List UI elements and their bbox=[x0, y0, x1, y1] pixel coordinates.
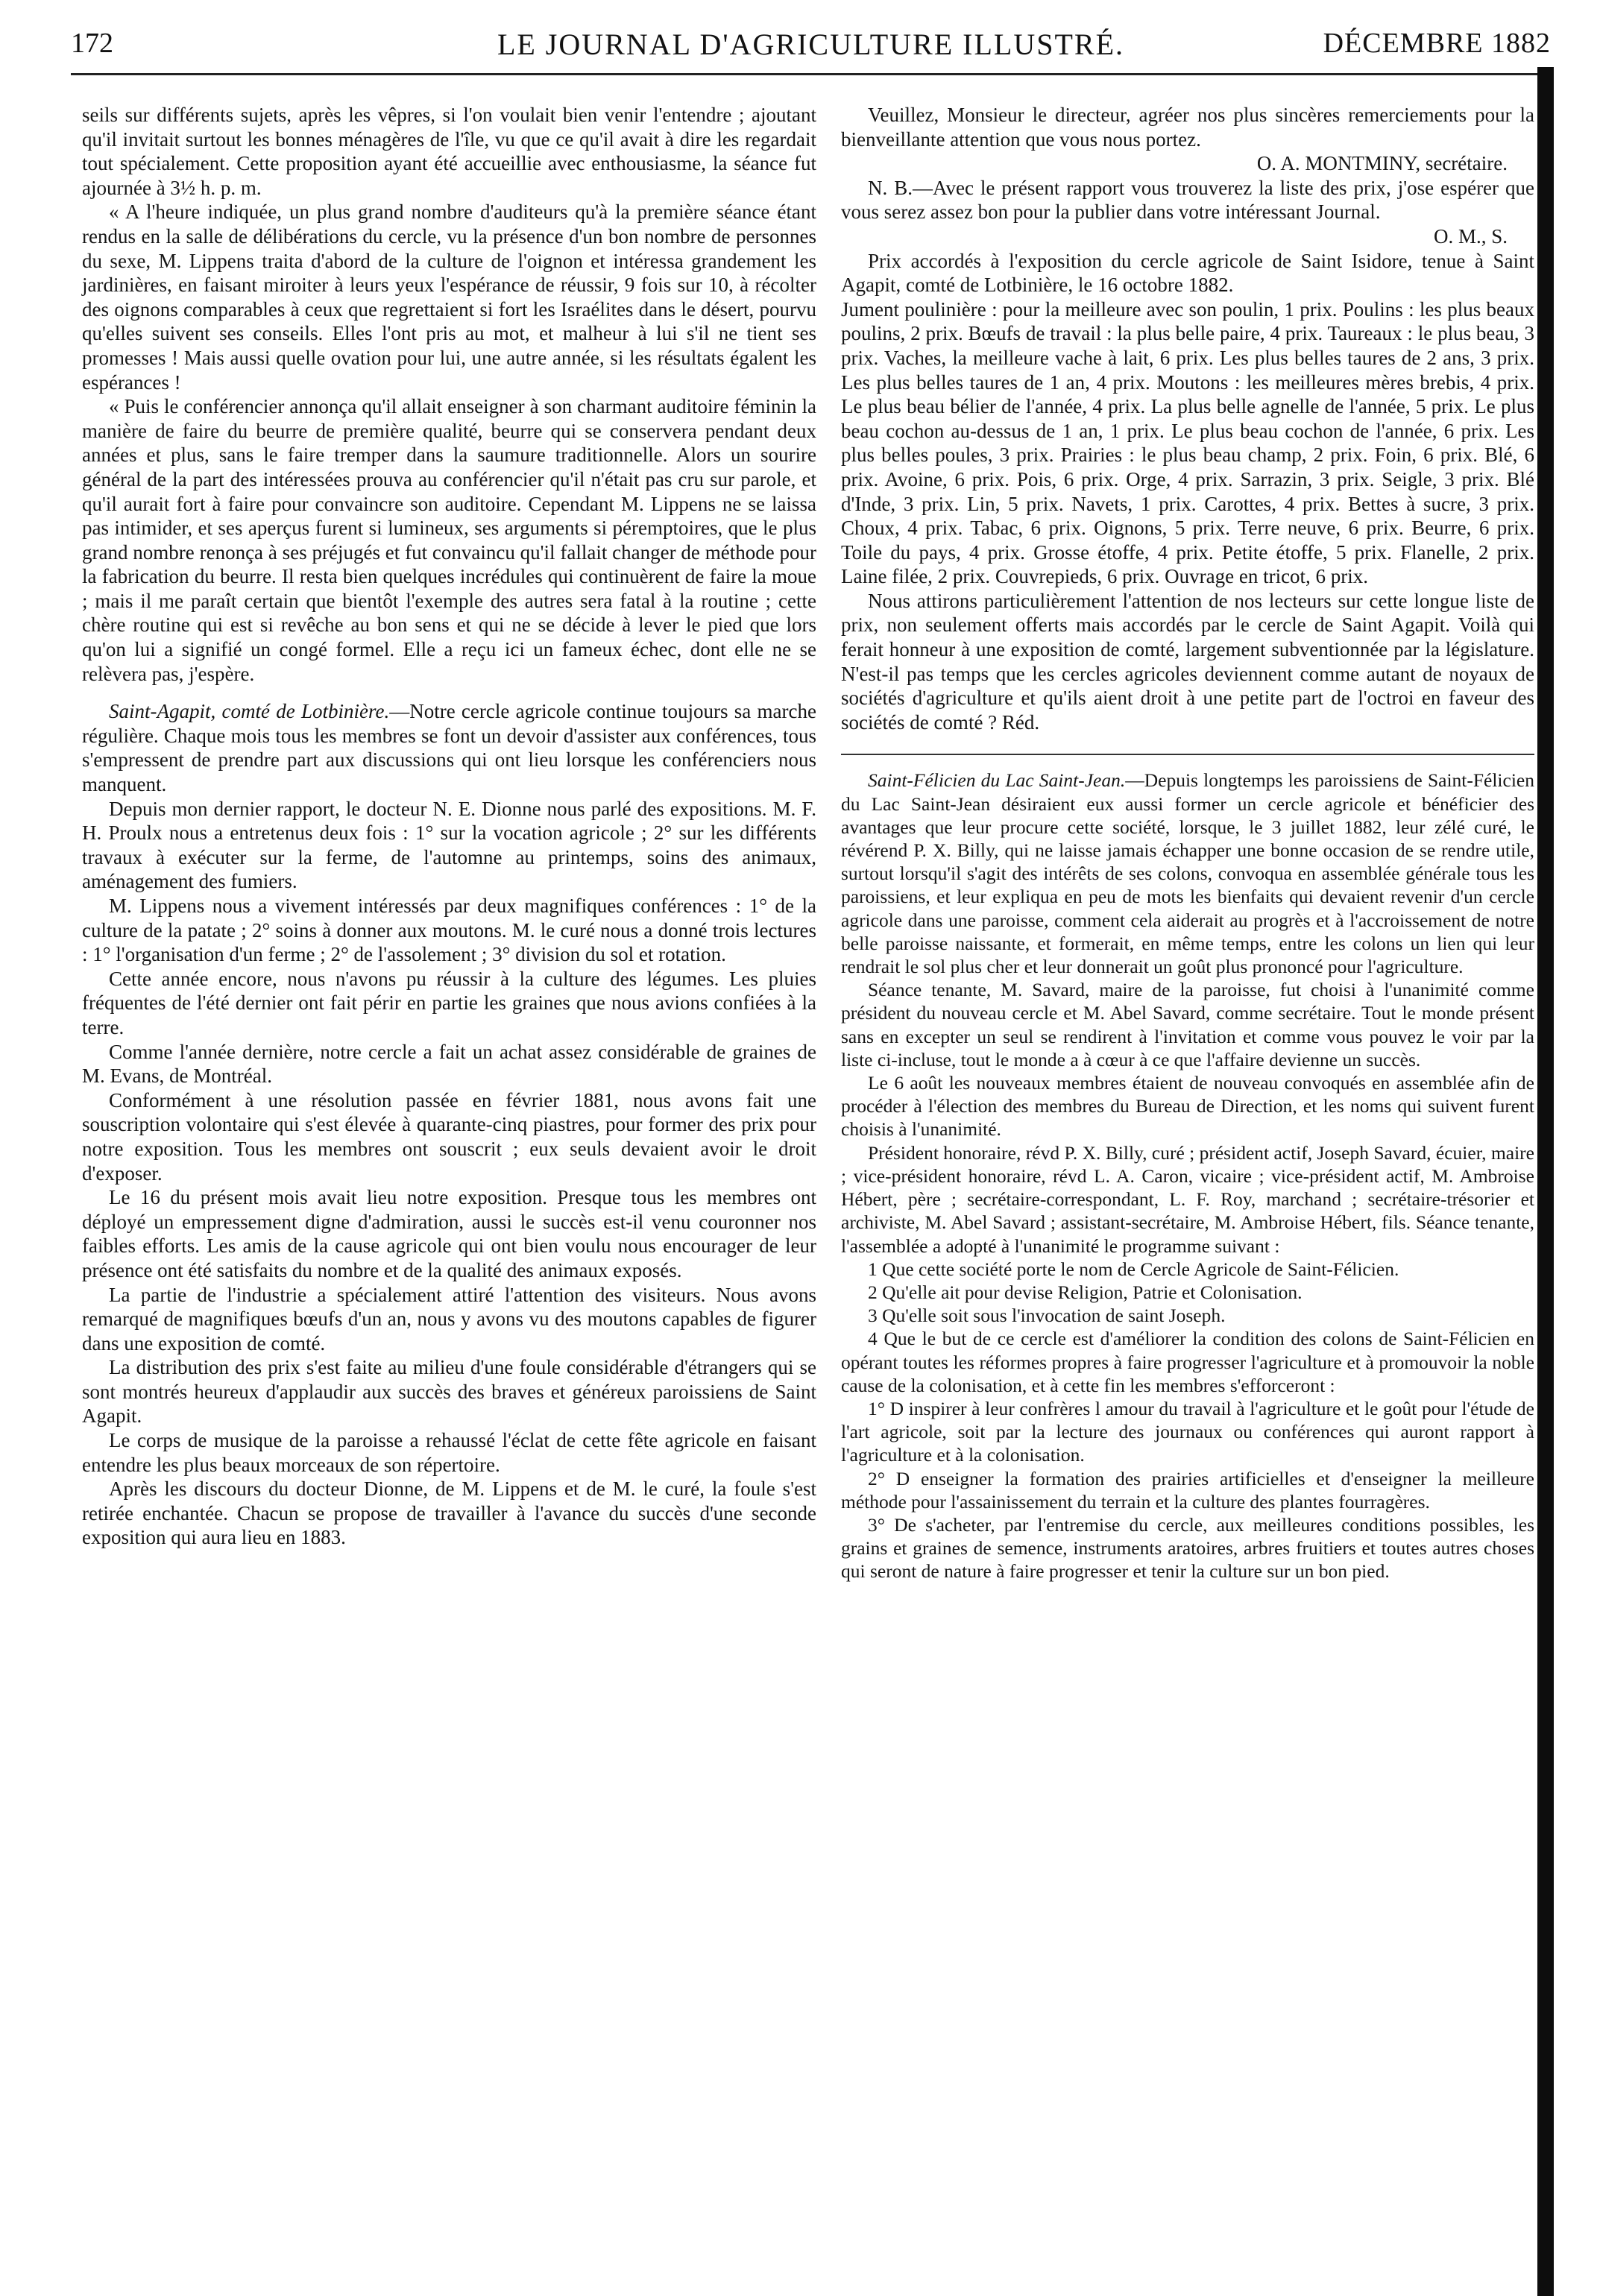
prize-list-text: Jument poulinière : pour la meilleure avec son poulin, 1 prix. Poulins : les plus beaux poulins, 2 prix. Bœufs de travail : la plus belle paire, 4 prix. Taureaux : le plus beau, 3 prix. Vaches, la meilleure vache à lait, 6 prix. Les plus belles taures de 2 ans, 3 prix. Les plus belles taures de 1 an, 4 prix. Moutons : les meilleures mères brebis, 4 prix. Le plus beau bélier de l'année, 4 prix. La plus belle agnelle de l'année, 5 prix. Le plus beau cochon au-dessus de 1 an, 1 prix. Le plus beau cochon de l'année, 6 prix. Les plus belles poules, 3 prix. Prairies : le plus beau champ, 2 prix. Foin, 6 prix. Blé, 6 prix. Avoine, 6 prix. Pois, 6 prix. Orge, 4 prix. Sarrazin, 3 prix. Seigle, 3 prix. Blé d'Inde, 3 prix. Lin, 5 prix. Navets, 1 prix. Carottes, 4 prix. Bettes à sucre, 3 prix. Choux, 4 prix. Tabac, 6 prix. Oignons, 5 prix. Terre neuve, 6 prix. Beurre, 6 prix. Toile du pays, 4 prix. Grosse étoffe, 4 prix. Petite étoffe, 5 prix. Flanelle, 2 prix. Laine filée, 2 prix. Couvrepieds, 6 prix. Ouvrage en tricot, 6 prix. bbox=[841, 297, 1534, 588]
signature: O. M., S. bbox=[1433, 224, 1508, 247]
resolution-item: 2 Qu'elle ait pour devise Religion, Patrie et Colonisation. bbox=[868, 1281, 1303, 1303]
paragraph: Cette année encore, nous n'avons pu réussir à la culture des légumes. Les pluies fréquentes de l'été dernier ont fait périr en partie les graines que nous avions confiées à la terre. bbox=[82, 967, 816, 1038]
paragraph: N. B.—Avec le présent rapport vous trouverez la liste des prix, j'ose espérer que vous serez assez bon pour la publier dans votre intéressant Journal. bbox=[841, 176, 1534, 224]
section-paragraph bbox=[82, 699, 816, 796]
section-text: —Depuis longtemps les paroissiens de Saint-Félicien du Lac Saint-Jean désiraient eux aussi former un cercle agricole et bénéficier des avantages que leur procure cette société, lorsque, le 3 juillet 1882, leur zélé curé, le révérend P. X. Billy, qui ne laisse jamais échapper une bonne occasion de se rendre utile, surtout lorsqu'il s'agit des intérêts de ses colons, convoqua en assemblée générale tous les paroissiens, et leur expliqua en peu de mots les bienfaits qui devaient revenir d'un cercle agricole dans une paroisse, comment cela aiderait au progrès et à l'accroissement de notre belle paroisse naissante, et formerait, en même temps, entre les colons un lien qui leur rendrait le sol plus cher et leur donnerait un goût plus prononcé pour l'agriculture. bbox=[841, 769, 1534, 978]
resolution-item: 3 Qu'elle soit sous l'invocation de saint Joseph. bbox=[868, 1305, 1226, 1327]
resolution-item: 2° D enseigner la formation des prairies artificielles et d'enseigner la meilleure méthode pour l'assainissement du terrain et la culture des plantes fourragères. bbox=[841, 1467, 1534, 1513]
paragraph: M. Lippens nous a vivement intéressés par deux magnifiques conférences : 1° de la culture de la patate ; 2° soins à donner aux moutons. M. le curé nous a donné trois lectures : 1° l'organisation d'un ferme ; 2° de l'assolement ; 3° division du sol et rotation. bbox=[82, 895, 816, 966]
paragraph: Veuillez, Monsieur le directeur, agréer nos plus sincères remerciements pour la bienveillante attention que vous nous portez. bbox=[841, 104, 1534, 151]
paragraph: Conformément à une résolution passée en février 1881, nous avons fait une souscription volontaire qui s'est élevée à quarante-cinq piastres, pour former des prix pour notre exposition. Tous les membres ont souscrit ; eux seuls devaient avoir le droit d'exposer. bbox=[82, 1088, 816, 1185]
section-gap bbox=[82, 686, 816, 699]
paragraph: seils sur différents sujets, après les vêpres, si l'on voulait bien venir l'entendre ; ajoutant qu'il invitait surtout les bonnes ménagères de l'île, vu que ce qu'il avait à dire les regardait tout spécialement. Cette proposition ayant été accueillie avec enthousiasme, la séance fut ajournée à 3½ h. p. m. bbox=[82, 104, 816, 199]
resolution-item: 1° D inspirer à leur confrères l amour du travail à l'agriculture et le goût pour l'étude de l'art agricole, soit par la lecture des journaux ou conférences qui auront rapport à l'agriculture et à la colonisation. bbox=[841, 1397, 1534, 1466]
paragraph: Le corps de musique de la paroisse a rehaussé l'éclat de cette fête agricole en faisant entendre les plus beaux morceaux de son répertoire. bbox=[82, 1429, 816, 1476]
paragraph: Depuis mon dernier rapport, le docteur N. E. Dionne nous parlé des expositions. M. F. H. Proulx nous a entretenus deux fois : 1° sur la vocation agricole ; 2° sur les différents travaux à exécuter sur la ferme, de l'automne au printemps, soins des animaux, aménagement des fumiers. bbox=[82, 797, 816, 893]
paragraph: « Puis le conférencier annonça qu'il allait enseigner à son charmant auditoire féminin la manière de faire du beurre de première qualité, beurre qui se conservera pendant deux années et plus, sans le faire tremper dans la saumure traditionnelle. Alors un sourire général de la part des intéressées prouva au conférencier qu'il n'était pas cru sur parole, et qu'il aurait fort à faire pour convaincre son auditoire. Cependant M. Lippens ne se laissa pas intimider, et ses aperçus furent si lumineux, ses arguments si péremptoires, que le plus grand nombre renonça à ses préjugés et fut convaincu qu'il fallait changer de méthode pour la fabrication du beurre. Il resta bien quelques incrédules qui continuèrent de faire la moue ; mais il me paraît certain que bientôt l'exemple des autres sera fatal à la routine ; cette chère routine qui est si revêche au bon sens et qui ne se décide à lever le pied que lors qu'on lui a signifié un congé formel. Elle a reçu ici un fameux échec, dont elle ne se relèvera pas, j'espère. bbox=[82, 395, 816, 685]
page-header bbox=[71, 21, 1551, 66]
journal-title: LE JOURNAL D'AGRICULTURE ILLUSTRÉ. bbox=[497, 28, 1125, 61]
signature: O. A. MONTMINY, secrétaire. bbox=[1256, 152, 1508, 175]
section-rule bbox=[841, 754, 1534, 755]
left-column bbox=[82, 103, 816, 1550]
paragraph: La distribution des prix s'est faite au milieu d'une foule considérable d'étrangers qui se sont montrés heureux d'applaudir aux succès des braves et généreux paroissiens de Saint Agapit. bbox=[82, 1356, 816, 1428]
section-heading: Saint-Agapit, comté de Lotbinière. bbox=[109, 700, 390, 723]
prize-list bbox=[841, 297, 1534, 589]
paragraph: Président honoraire, révd P. X. Billy, curé ; président actif, Joseph Savard, écuier, maire ; vice-président honoraire, révd L. A. Caron, vicaire ; vice-président actif, M. Ambroise Hébert, père ; secrétaire-correspondant, L. F. Roy, marchand ; secrétaire-trésorier et archiviste, M. Abel Savard ; assistant-secrétaire, M. Ambroise Hébert, fils. Séance tenante, l'assemblée a adopté à l'unanimité le programme suivant : bbox=[841, 1141, 1534, 1257]
binding-edge bbox=[1537, 67, 1554, 2296]
page-number: 172 bbox=[71, 28, 113, 59]
paragraph: La partie de l'industrie a spécialement attiré l'attention des visiteurs. Nous avons remarqué de magnifiques bœufs d'un an, nous y avons vu des moutons capables de figurer dans une exposition de comté. bbox=[82, 1283, 816, 1354]
right-column bbox=[841, 103, 1534, 1583]
issue-date: DÉCEMBRE 1882 bbox=[1323, 28, 1551, 59]
paragraph: Le 16 du présent mois avait lieu notre exposition. Presque tous les membres ont déployé un empressement digne d'admiration, aussi le succès est-il venu couronner nos faibles efforts. Les amis de la cause agricole qui ont bien voulu nous encourager de leur présence ont été satisfaits du nombre et de la qualité des animaux exposés. bbox=[82, 1186, 816, 1281]
paragraph: Comme l'année dernière, notre cercle a fait un achat assez considérable de graines de M. Evans, de Montréal. bbox=[82, 1040, 816, 1088]
paragraph: Après les discours du docteur Dionne, de M. Lippens et de M. le curé, la foule s'est retirée enchantée. Chacun se propose de travailler à l'avance du succès d'une seconde exposition qui aura lieu en 1883. bbox=[82, 1477, 816, 1549]
paragraph: Séance tenante, M. Savard, maire de la paroisse, fut choisi à l'unanimité comme président du nouveau cercle et M. Abel Savard, comme secrétaire. Tout le monde présent sans en excepter un seul se rendirent à l'invitation et comme vous pouvez le voir par la liste ci-incluse, tout le monde a à cœur à ce que l'affaire devienne un succès. bbox=[841, 979, 1534, 1070]
paragraph: « A l'heure indiquée, un plus grand nombre d'auditeurs qu'à la première séance étant rendus en la salle de délibérations du cercle, vu la présence d'un bon nombre de personnes du sexe, M. Lippens traita d'abord de la culture de l'oignon et intéressa grandement les jardinières, en faisant miroiter à leurs yeux l'espérance de réussir, 9 fois sur 10, à récolter des oignons comparables à ceux que regrettaient si fort les Israélites dans le désert, pourvu qu'elles suivent ses conseils. Elles l'ont pris au mot, et malheur à lui s'il ne tient ses promesses ! Mais aussi quelle ovation pour lui, une autre année, si les résultats égalent les espérances ! bbox=[82, 201, 816, 394]
header-rule bbox=[71, 73, 1551, 75]
dense-section bbox=[841, 769, 1534, 1583]
paragraph: Nous attirons particulièrement l'attention de nos lecteurs sur cette longue liste de prix, non seulement offerts mais accordés par le cercle de Saint Agapit. Voilà qui ferait honneur à une exposition de comté, largement subventionnée par la législature. N'est-il pas temps que les cercles agricoles deviennent comme autant de noyaux de sociétés d'agriculture et qu'ils aient droit à une petite part de l'octroi en faveur des sociétés de comté ? Réd. bbox=[841, 589, 1534, 734]
section-heading: Saint-Félicien du Lac Saint-Jean. bbox=[868, 769, 1126, 792]
resolution-item: 4 Que le but de ce cercle est d'améliorer la condition des colons de Saint-Félicien en opérant toutes les réformes propres à faire progresser l'agriculture et à promouvoir la noble cause de la colonisation, et à cette fin les membres s'efforceront : bbox=[841, 1328, 1534, 1396]
section-paragraph bbox=[841, 769, 1534, 978]
paragraph: Le 6 août les nouveaux membres étaient de nouveau convoqués en assemblée afin de procéder à l'élection des membres du Bureau de Direction, et les noms qui suivent furent choisis à l'unanimité. bbox=[841, 1072, 1534, 1141]
resolution-item: 3° De s'acheter, par l'entremise du cercle, aux meilleures conditions possibles, les grains et graines de semence, instruments aratoires, arbres fruitiers et toutes autres choses qui seront de nature à faire progresser et tenir la culture sur un bon pied. bbox=[841, 1513, 1534, 1583]
paragraph: Prix accordés à l'exposition du cercle agricole de Saint Isidore, tenue à Saint Agapit, comté de Lotbinière, le 16 octobre 1882. bbox=[841, 249, 1534, 297]
section-text: —Notre cercle agricole continue toujours sa marche régulière. Chaque mois tous les membres se font un devoir d'assister aux conférences, tous s'empressent de prendre part aux discussions qui ont lieu lorsque les conférenciers nous manquent. bbox=[82, 700, 816, 796]
resolution-item: 1 Que cette société porte le nom de Cercle Agricole de Saint-Félicien. bbox=[868, 1258, 1399, 1280]
